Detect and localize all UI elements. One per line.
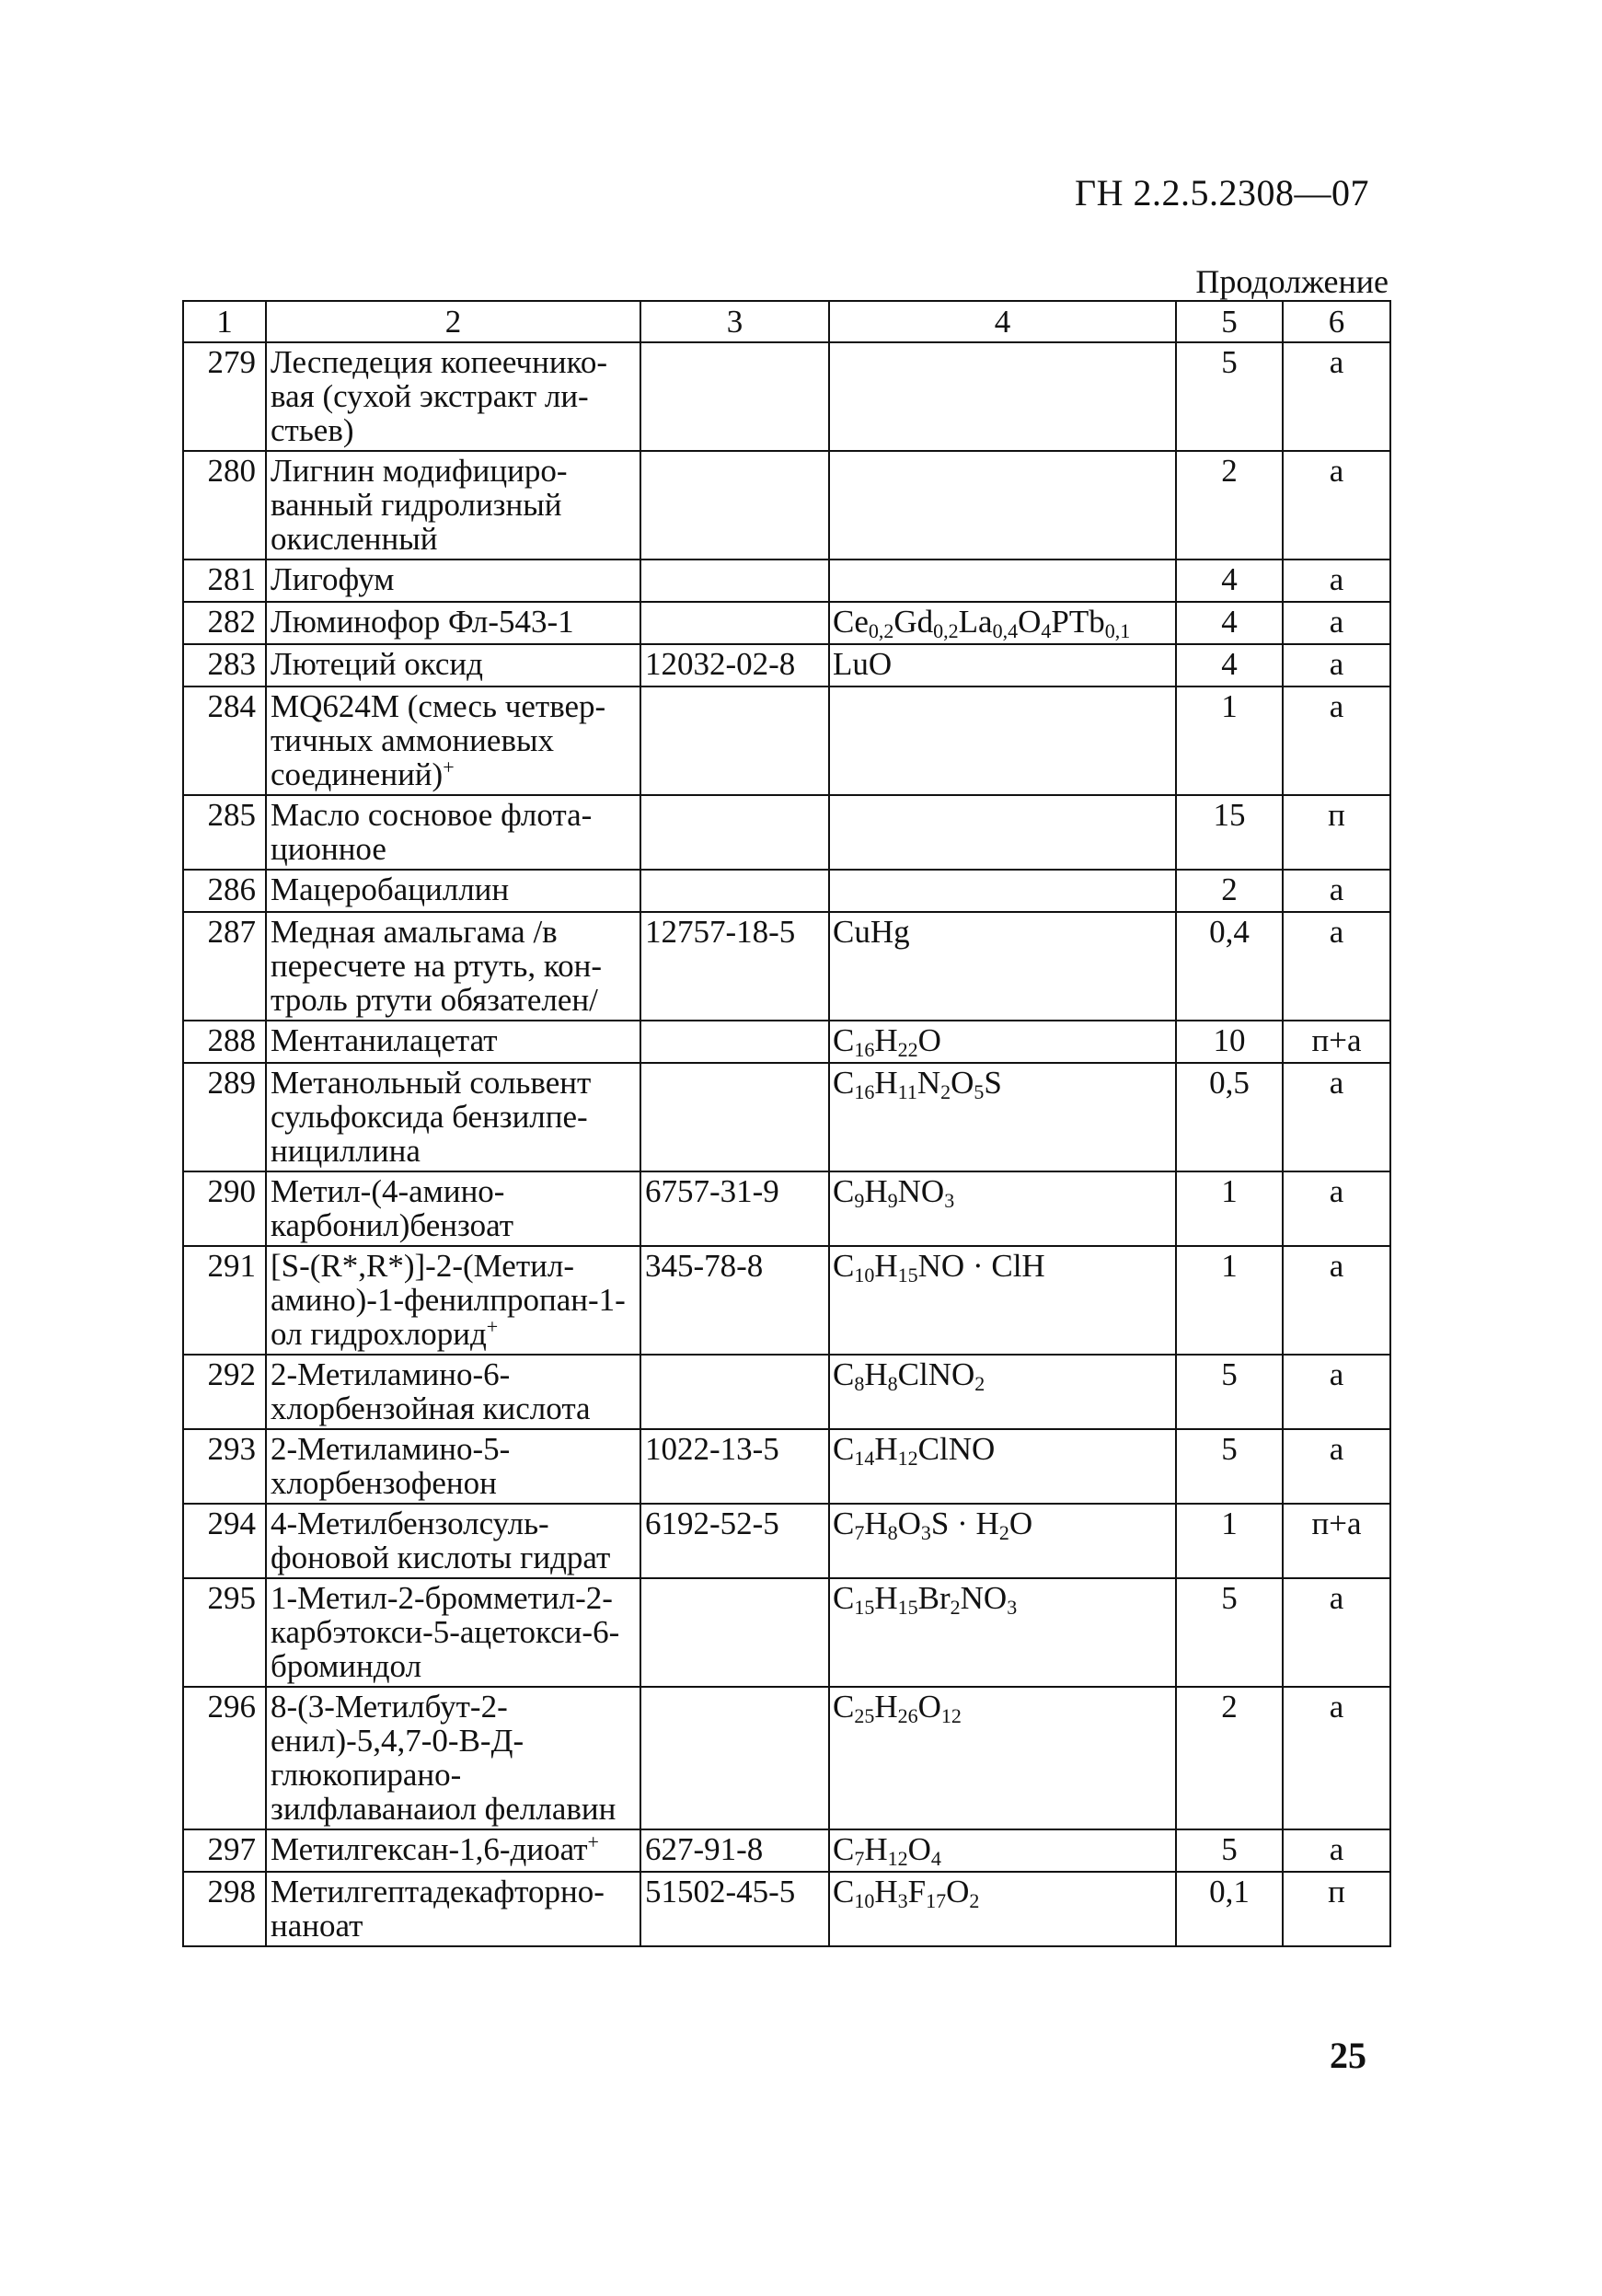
table-row [183,1578,1390,1687]
row-number-cell: 286 [183,870,266,912]
limit-value-cell: 0,5 [1176,1063,1283,1171]
aggregate-state-cell: п+а [1283,1021,1390,1063]
limit-value-cell: 15 [1176,795,1283,870]
row-number-cell: 290 [183,1171,266,1246]
aggregate-state-cell: а [1283,644,1390,686]
limit-value-cell: 2 [1176,451,1283,560]
substance-name-cell: Метанольный сольвент сульфоксида бензилпе-нициллина [266,1063,640,1171]
limit-value-cell: 0,1 [1176,1872,1283,1946]
table-row [183,1355,1390,1429]
formula-cell [829,342,1176,451]
formula-cell: $Ce_{0,2}Gd_{0,2}La_{0,4}O_4PTb_{0,1}$ [829,602,1176,644]
aggregate-state-cell: а [1283,1063,1390,1171]
cas-number-cell: 12757-18-5 [640,912,829,1021]
cas-number-cell: 12032-02-8 [640,644,829,686]
document-code: ГН 2.2.5.2308—07 [1074,172,1369,213]
limit-value-cell: 5 [1176,1578,1283,1687]
row-number-cell: 284 [183,686,266,795]
limit-value-cell: 2 [1176,1687,1283,1829]
aggregate-state-cell: а [1283,870,1390,912]
limit-value-cell: 1 [1176,1246,1283,1355]
row-number-cell: 288 [183,1021,266,1063]
row-number-cell: 297 [183,1829,266,1872]
row-number-cell: 282 [183,602,266,644]
cas-number-cell [640,1578,829,1687]
aggregate-state-cell: а [1283,1429,1390,1504]
substance-name-cell: Лигофум [266,560,640,602]
table-row [183,1687,1390,1829]
aggregate-state-cell: а [1283,560,1390,602]
substance-name-cell: Лютеций оксид [266,644,640,686]
table-row [183,686,1390,795]
table-row [183,1504,1390,1578]
cas-number-cell [640,342,829,451]
limit-value-cell: 0,4 [1176,912,1283,1021]
limit-value-cell: 4 [1176,602,1283,644]
substance-name-cell: 2-Метиламино-6-хлорбензойная кислота [266,1355,640,1429]
aggregate-state-cell: п [1283,795,1390,870]
table-row [183,644,1390,686]
aggregate-state-cell: а [1283,1687,1390,1829]
formula-cell: CuHg [829,912,1176,1021]
substance-name-cell: Масло сосновое флота-ционное [266,795,640,870]
formula-cell [829,451,1176,560]
table-row [183,1429,1390,1504]
substance-name-cell: 4-Метилбензолсуль-фоновой кислоты гидрат [266,1504,640,1578]
aggregate-state-cell: а [1283,912,1390,1021]
cas-number-cell: 6757-31-9 [640,1171,829,1246]
row-number-cell: 295 [183,1578,266,1687]
limit-value-cell: 5 [1176,1429,1283,1504]
page-number: 25 [1330,2035,1366,2076]
column-header: 3 [640,301,829,342]
formula-cell: LuO [829,644,1176,686]
formula-cell [829,560,1176,602]
aggregate-state-cell: а [1283,342,1390,451]
table-header-row [183,301,1390,342]
substance-name-cell: 1-Метил-2-бромметил-2-карбэтокси-5-ацетокси-6-броминдол [266,1578,640,1687]
substance-name-cell: 8-(3-Метилбут-2-енил)-5,4,7-0-В-Д-глюкопирано-зилфлаванаиол феллавин [266,1687,640,1829]
aggregate-state-cell: п [1283,1872,1390,1946]
substance-name-cell: Люминофор Фл-543-1 [266,602,640,644]
limit-value-cell: 5 [1176,342,1283,451]
cas-number-cell [640,870,829,912]
aggregate-state-cell: а [1283,1578,1390,1687]
row-number-cell: 280 [183,451,266,560]
cas-number-cell [640,560,829,602]
limit-value-cell: 1 [1176,686,1283,795]
row-number-cell: 287 [183,912,266,1021]
substance-name-cell: Метилгептадекафторно-наноат [266,1872,640,1946]
row-number-cell: 281 [183,560,266,602]
row-number-cell: 298 [183,1872,266,1946]
limit-value-cell: 4 [1176,644,1283,686]
table-row [183,342,1390,451]
substance-name-cell: Мацеробациллин [266,870,640,912]
formula-cell: $C_9H_9NO_3$ [829,1171,1176,1246]
aggregate-state-cell: а [1283,602,1390,644]
cas-number-cell [640,451,829,560]
aggregate-state-cell: а [1283,686,1390,795]
cas-number-cell [640,1355,829,1429]
limit-value-cell: 10 [1176,1021,1283,1063]
limit-value-cell: 4 [1176,560,1283,602]
cas-number-cell: 51502-45-5 [640,1872,829,1946]
substance-name-cell: Метилгексан-1,6-диоат+ [266,1829,640,1872]
aggregate-state-cell: а [1283,451,1390,560]
row-number-cell: 291 [183,1246,266,1355]
aggregate-state-cell: а [1283,1246,1390,1355]
substance-name-cell: MQ624M (смесь четвер-тичных аммониевых соединений)+ [266,686,640,795]
row-number-cell: 279 [183,342,266,451]
formula-cell: $C_{16}H_{22}O$ [829,1021,1176,1063]
formula-cell: $C_{16}H_{11}N_2O_5S$ [829,1063,1176,1171]
cas-number-cell [640,1021,829,1063]
row-number-cell: 296 [183,1687,266,1829]
limit-value-cell: 2 [1176,870,1283,912]
cas-number-cell [640,602,829,644]
formula-cell: $C_{10}H_3F_{17}O_2$ [829,1872,1176,1946]
cas-number-cell [640,1687,829,1829]
aggregate-state-cell: а [1283,1171,1390,1246]
row-number-cell: 289 [183,1063,266,1171]
column-header: 6 [1283,301,1390,342]
cas-number-cell: 627-91-8 [640,1829,829,1872]
table-row [183,1021,1390,1063]
cas-number-cell [640,795,829,870]
formula-cell: $C_{14}H_{12}ClNO$ [829,1429,1176,1504]
table-row [183,1171,1390,1246]
table-row [183,870,1390,912]
row-number-cell: 283 [183,644,266,686]
table-row [183,1246,1390,1355]
row-number-cell: 294 [183,1504,266,1578]
cas-number-cell: 1022-13-5 [640,1429,829,1504]
aggregate-state-cell: п+а [1283,1504,1390,1578]
column-header: 5 [1176,301,1283,342]
row-number-cell: 292 [183,1355,266,1429]
substance-name-cell: Леспедеция копеечнико-вая (сухой экстракт ли-стьев) [266,342,640,451]
substance-name-cell: [S-(R*,R*)]-2-(Метил-амино)-1-фенилпропан-1-ол гидрохлорид+ [266,1246,640,1355]
table-row [183,912,1390,1021]
substance-name-cell: 2-Метиламино-5-хлорбензофенон [266,1429,640,1504]
row-number-cell: 285 [183,795,266,870]
row-number-cell: 293 [183,1429,266,1504]
aggregate-state-cell: а [1283,1355,1390,1429]
formula-cell [829,686,1176,795]
substance-name-cell: Медная амальгама /в пересчете на ртуть, кон-троль ртути обязателен/ [266,912,640,1021]
cas-number-cell: 6192-52-5 [640,1504,829,1578]
substance-name-cell: Лигнин модифициро-ванный гидролизный окисленный [266,451,640,560]
column-header: 1 [183,301,266,342]
table-row [183,795,1390,870]
column-header: 4 [829,301,1176,342]
cas-number-cell [640,686,829,795]
formula-cell [829,795,1176,870]
formula-cell: $C_8H_8ClNO_2$ [829,1355,1176,1429]
limit-value-cell: 5 [1176,1355,1283,1429]
formula-cell: $C_{10}H_{15}NO$ · ClH [829,1246,1176,1355]
substance-table [182,300,1389,1947]
limit-value-cell: 1 [1176,1504,1283,1578]
table-row [183,560,1390,602]
table-row [183,602,1390,644]
formula-cell: $C_{25}H_{26}O_{12}$ [829,1687,1176,1829]
limit-value-cell: 5 [1176,1829,1283,1872]
table-row [183,451,1390,560]
formula-cell: $C_7H_{12}O_4$ [829,1829,1176,1872]
formula-cell: $C_7H_8O_3S \cdot H_2O$ [829,1504,1176,1578]
table-row [183,1829,1390,1872]
cas-number-cell: 345-78-8 [640,1246,829,1355]
column-header: 2 [266,301,640,342]
formula-cell: $C_{15}H_{15}Br_2NO_3$ [829,1578,1176,1687]
substance-name-cell: Метил-(4-амино-карбонил)бензоат [266,1171,640,1246]
limit-value-cell: 1 [1176,1171,1283,1246]
formula-cell [829,870,1176,912]
substance-name-cell: Ментанилацетат [266,1021,640,1063]
aggregate-state-cell: а [1283,1829,1390,1872]
table-row [183,1872,1390,1946]
table-row [183,1063,1390,1171]
cas-number-cell [640,1063,829,1171]
continuation-label: Продолжение [1195,263,1389,300]
